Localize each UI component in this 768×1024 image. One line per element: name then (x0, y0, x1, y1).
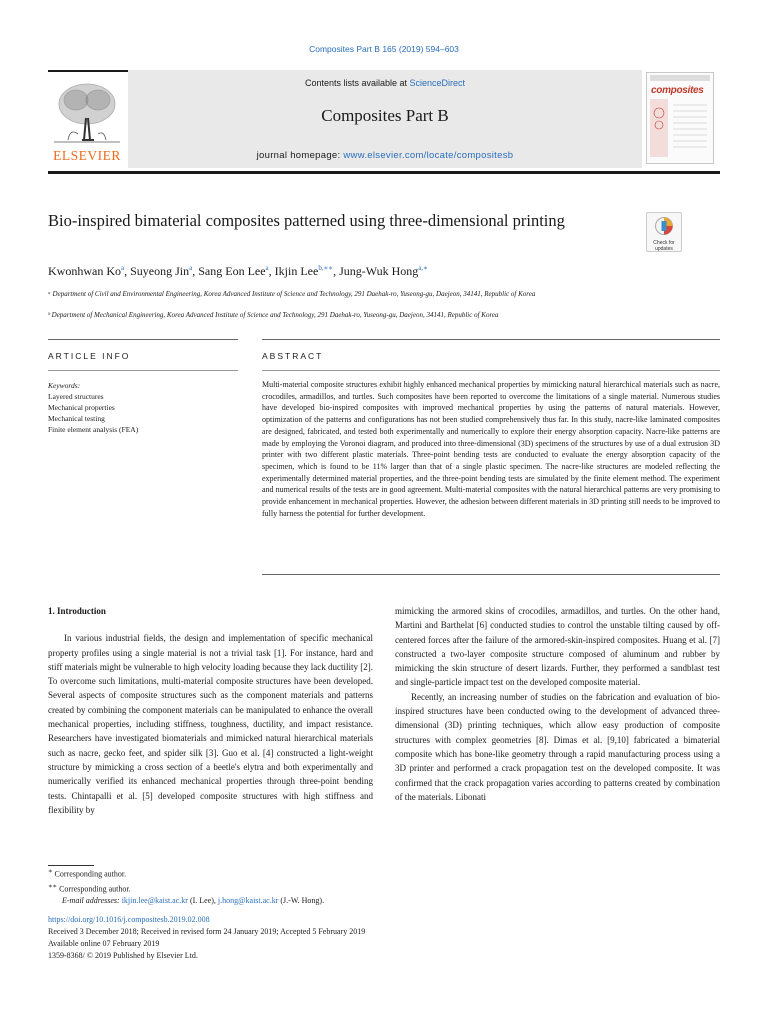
author-list: Kwonhwan Ko$^a$, Suyeong Jin$^a$, Sang Eon Lee$^a$, Ikjin Lee$^{b,∗∗}$, Jung-Wuk Hong$^{a,∗}$ (48, 264, 428, 278)
paragraph: mimicking the armored skins of crocodiles, armadillos, and turtles. On the other hand, Martini and Barthelat [6] conducted studies to control the unstable tilting caused by off-centered forces after the failure of the armored-skin-inspired composites. Huang et al. [7] constructed a two-layer composite structure composed of aluminum and rubber by mimicking the skin structure of desert lizards. Further, they performed a sandblast test and single-particle impact test on the developed composite material. (395, 606, 720, 688)
body-left-column (48, 604, 373, 817)
journal-homepage (128, 150, 642, 161)
doi-link[interactable]: https://doi.org/10.1016/j.compositesb.2019.02.008 (48, 915, 210, 924)
affiliation-b: ᵇ Department of Mechanical Engineering, Korea Advanced Institute of Science and Technology, 291 Daehak-ro, Yuseong-gu, Daejeon, 34141, Republic of Korea (48, 311, 499, 319)
available-online: Available online 07 February 2019 (48, 939, 160, 948)
keywords-label: Keywords: (48, 381, 81, 390)
author-name[interactable]: Ikjin Lee (274, 264, 319, 278)
keyword-item: Mechanical testing (48, 414, 105, 423)
author-sup[interactable]: a (121, 264, 125, 272)
footnote-text: Corresponding author. (59, 884, 131, 894)
homepage-prefix: journal homepage: (256, 150, 344, 161)
journal-cover-thumbnail[interactable] (646, 72, 714, 164)
author-name[interactable]: Suyeong Jin (130, 264, 190, 278)
article-info-rule (48, 339, 238, 340)
contents-availability (128, 78, 642, 88)
author-name[interactable]: Jung-Wuk Hong (339, 264, 419, 278)
article-info-subrule (48, 370, 238, 371)
cover-title: composites (651, 85, 704, 96)
email-owner: (J.-W. Hong). (278, 896, 325, 906)
publication-info (48, 914, 548, 962)
author-sup[interactable]: a,∗ (418, 264, 428, 272)
copyright-line: 1359-8368/ © 2019 Published by Elsevier Ltd. (48, 951, 198, 960)
author-name[interactable]: Sang Eon Lee (198, 264, 266, 278)
masthead (48, 70, 720, 168)
section-heading: 1. Introduction (48, 606, 106, 616)
abstract-text: Multi-material composite structures exhibit highly enhanced mechanical properties by mimicking natural hierarchical materials such as nacre, crocodiles, armadillos, and turtles. Such composites have been reported to overcome the limitations of a single material. Numerous studies have developed bio-inspired composites with improved mechanical properties by using the patterns of natural materials. However, optimization of the patterns and configurations has not been studied comprehensively thus far. In this study, nacre-like laminated composites are designed, fabricated, and tested both experimentally and numerically to explore their energy absorption capacity. Nacre-like patterns are made by employing the Voronoi diagram, and produced into three-dimensional (3D) specimens of the structures by use of a dual extrusion 3D printer with two different plastic materials. Three-point bending tests are conducted to evaluate the energy absorption capacity of the specimen, which is found to be 11% larger than that of a single plastic specimen. The nacre-like structures are modeled reflecting the experimentally determined material properties, and the three-point bending tests are simulated by the finite element method. The experiment and numerical results of the tests are in good agreement. Multi-material composites with the natural hierarchical patterns are very promising to provide enhancement in mechanical properties. However, the adhesion between different materials in 3D printing still needs to be improved to fully harness the potential for further development. (262, 380, 720, 518)
contents-prefix: Contents lists available at (304, 78, 410, 88)
received-dates: Received 3 December 2018; Received in revised form 24 January 2019; Accepted 5 February 2019 (48, 927, 366, 936)
journal-citation[interactable] (0, 44, 768, 54)
check-for-updates-badge[interactable] (646, 212, 682, 252)
crossmark-icon (654, 216, 674, 238)
homepage-link[interactable]: www.elsevier.com/locate/compositesb (343, 150, 514, 161)
footnote-text: Corresponding author. (54, 869, 127, 879)
heading-gap (48, 618, 373, 631)
author-sup[interactable]: b,∗∗ (318, 264, 334, 272)
abstract-label: ABSTRACT (262, 351, 324, 361)
email-owner: (I. Lee), (187, 896, 218, 906)
footnote-corr2: ∗∗ Corresponding author. (48, 882, 131, 894)
crossmark-label: Check for updates (653, 240, 675, 252)
sciencedirect-link[interactable]: ScienceDirect (409, 78, 466, 88)
author-sup[interactable]: a (265, 264, 269, 272)
footnote-corr1: ∗ Corresponding author. (48, 868, 127, 879)
body-right-column (395, 604, 720, 804)
footnote-emails (48, 895, 468, 907)
author-sup[interactable]: a (189, 264, 193, 272)
journal-name: Composites Part B (321, 106, 449, 125)
abstract-subrule (262, 370, 720, 371)
paragraph: In various industrial fields, the design and implementation of specific mechanical property profiles using a single material is not a trivial task [1]. For instance, hard and stiff materials might be vulnerable to high velocity loading because they lack ductility [2]. To overcome such limitations, multi-material composite structures have been developed. Several aspects of composite structures such as the component materials and patterns created by combining the component materials can be manipulated to enhance the overall mechanical properties, including stiffness, toughness, ductility, and impact resistance. Researchers have investigated biomaterials and mimicked natural hierarchical materials such as nacre, gecko feet, and spider silk [3]. Guo et al. [4] constructed a light-weight structure by mimicking a cross section of a beetle's elytra and both experimentally and numerically verified its enhanced mechanical properties through three-point bending tests. Chintapalli et al. [5] developed composite structures with high stiffness and flexibility by (48, 633, 373, 815)
citation-link[interactable]: Composites Part B 165 (2019) 594–603 (309, 44, 459, 54)
paragraph: Recently, an increasing number of studies on the fabrication and evaluation of bio-inspired structures have been conducted owing to the development of advanced three-dimensional (3D) printing techniques, which allow easy production of composite structures with complex geometries [8]. Dimas et al. [9,10] fabricated a bimaterial composite which has bone-like geometry through a rapid manufacturing process using a 3D printer and performed a crack propagation test on the developed composite. It was confirmed that the crack propagation varies according to patterns created by combination of the materials. Libonati (395, 691, 720, 802)
keyword-item: Mechanical properties (48, 403, 115, 412)
email-link[interactable]: j.hong@kaist.ac.kr (217, 896, 279, 906)
author-name[interactable]: Kwonhwan Ko (48, 264, 121, 278)
email-link[interactable]: ikjin.lee@kaist.ac.kr (121, 896, 188, 906)
abstract-rule (262, 339, 720, 340)
article-info-label: ARTICLE INFO (48, 351, 131, 361)
affiliation-a: ᵃ Department of Civil and Environmental Engineering, Korea Advanced Institute of Science and Technology, 291 Daehak-ro, Yuseong-gu, Daejeon, 34141, Republic of Korea (48, 290, 536, 298)
footnotes (48, 866, 468, 907)
masthead-bottom-rule (48, 171, 720, 174)
keywords-block (48, 380, 238, 435)
email-label: E-mail addresses: (62, 896, 120, 906)
keyword-item: Finite element analysis (FEA) (48, 425, 139, 434)
elsevier-wordmark: ELSEVIER (53, 148, 121, 163)
article-title: Bio-inspired bimaterial composites patterned using three-dimensional printing (48, 211, 565, 230)
keyword-item: Layered structures (48, 392, 104, 401)
abstract-end-rule (262, 574, 720, 575)
